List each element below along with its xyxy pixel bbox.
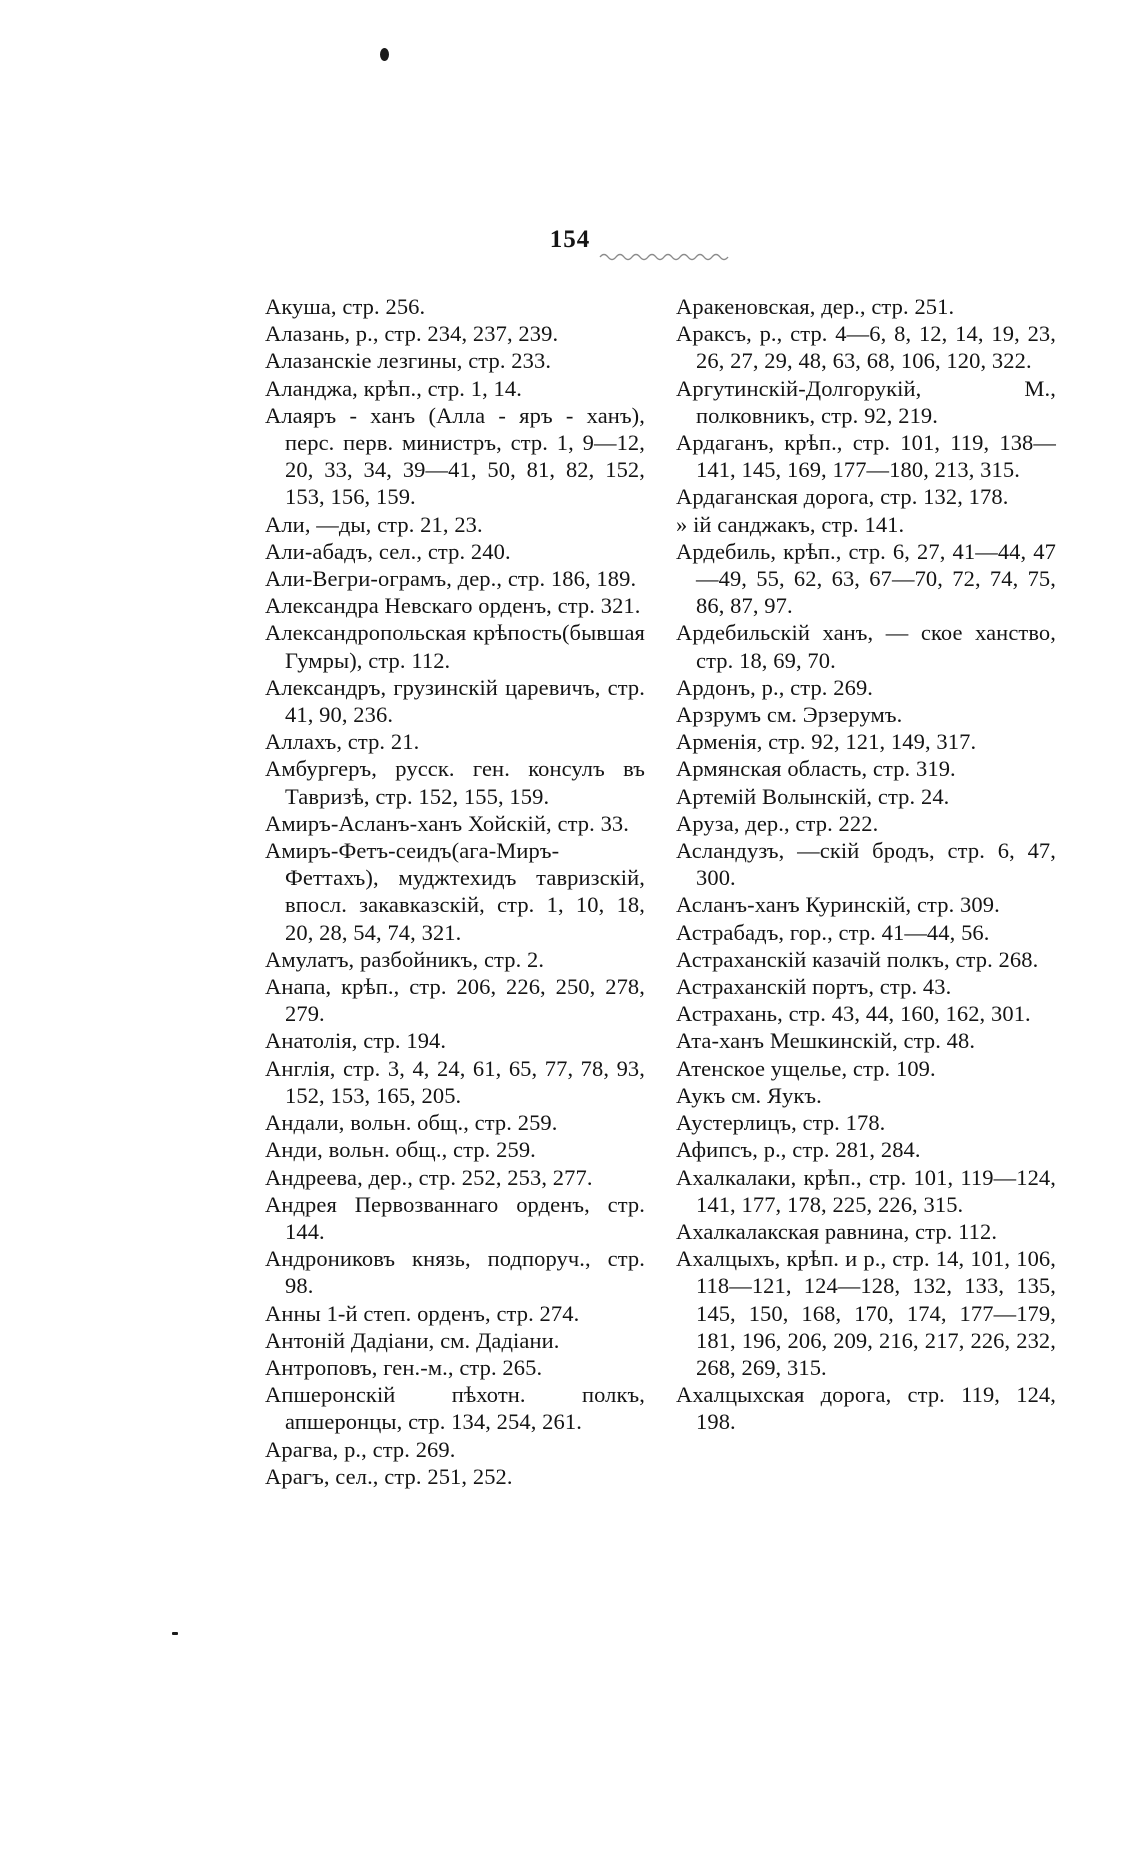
index-entry: Анны 1-й степ. орденъ, стр. 274.: [265, 1300, 580, 1326]
index-entry: Акуша, стр. 256.: [265, 294, 426, 319]
index-entry: Аланджа, крѣп., стр. 1, 14.: [265, 375, 522, 401]
index-entry: Ардебильскій ханъ, — ское ханство, стр. 18, 69, 70.: [676, 620, 1056, 673]
index-entry: Антроповъ, ген.-м., стр. 265.: [265, 1354, 543, 1380]
index-entry: Антоній Дадіани, см. Дадіани.: [265, 1327, 560, 1353]
index-entry: Арзрумъ см. Эрзерумъ.: [676, 702, 903, 728]
index-entry: Аракеновская, дер., стр. 251.: [676, 294, 955, 319]
index-entry: Ахалцыхская дорога, стр. 119, 124, 198.: [676, 1382, 1056, 1435]
index-entry: Алазань, р., стр. 234, 237, 239.: [265, 321, 559, 347]
index-entry: Асландузъ, —скій бродъ, стр. 6, 47, 300.: [676, 838, 1056, 891]
index-entry: Ардаганская дорога, стр. 132, 178.: [676, 484, 1009, 510]
index-entry: Амиръ-Асланъ-ханъ Хойскій, стр. 33.: [265, 810, 630, 836]
index-entry: Александропольская крѣпость(бывшая Гумры), стр. 112.: [265, 620, 645, 673]
index-entry: Ардонъ, р., стр. 269.: [676, 674, 874, 700]
index-entry: Астраханскій казачій полкъ, стр. 268.: [676, 946, 1039, 972]
index-entry: Алазанскіе лезгины, стр. 233.: [265, 348, 552, 374]
index-entry: Али, —ды, стр. 21, 23.: [265, 511, 483, 537]
index-entry: Андреева, дер., стр. 252, 253, 277.: [265, 1164, 593, 1190]
index-entry: Атенское ущелье, стр. 109.: [676, 1055, 936, 1081]
index-entry: Армянская область, стр. 319.: [676, 756, 956, 782]
index-entry: Арагъ, сел., стр. 251, 252.: [265, 1463, 513, 1489]
index-entry: Англія, стр. 3, 4, 24, 61, 65, 77, 78, 93, 152, 153, 165, 205.: [265, 1055, 645, 1108]
index-entry: Аруза, дер., стр. 222.: [676, 810, 879, 836]
index-entry: Александра Невскаго орденъ, стр. 321.: [265, 593, 641, 619]
index-entry: Ардебиль, крѣп., стр. 6, 27, 41—44, 47—49, 55, 62, 63, 67—70, 72, 74, 75, 86, 87, 97.: [676, 538, 1056, 619]
index-entry: Аллахъ, стр. 21.: [265, 729, 420, 755]
ink-speck: [172, 1632, 178, 1635]
index-entry: Аукъ см. Яукъ.: [676, 1082, 822, 1108]
index-entry: Ардаганъ, крѣп., стр. 101, 119, 138—141, 145, 169, 177—180, 213, 315.: [676, 430, 1056, 483]
index-entry: Арагва, р., стр. 269.: [265, 1436, 456, 1462]
index-entry: Александръ, грузинскій царевичъ, стр. 41, 90, 236.: [265, 674, 645, 728]
index-entry: Астрахань, стр. 43, 44, 160, 162, 301.: [676, 1001, 1031, 1027]
ornament-divider: [598, 248, 734, 262]
index-entry: Араксъ, р., стр. 4—6, 8, 12, 14, 19, 23, 26, 27, 29, 48, 63, 68, 106, 120, 322.: [676, 321, 1056, 374]
index-entry: Ахалкалакская равнина, стр. 112.: [676, 1218, 998, 1244]
index-entry: Андали, вольн. общ., стр. 259.: [265, 1110, 558, 1136]
index-entry: Андрониковъ князь, подпоруч., стр. 98.: [265, 1246, 645, 1299]
index-entry: Артемій Волынскій, стр. 24.: [676, 783, 950, 809]
index-entry: Арменія, стр. 92, 121, 149, 317.: [676, 729, 977, 755]
index-entry: Ахалцыхъ, крѣп. и р., стр. 14, 101, 106, 118—121, 124—128, 132, 133, 135, 145, 150, 168, 170, 174, 177—179, 181, 196, 206, 209, 216, 217, 226, 232, 268, 269, 315.: [676, 1246, 1056, 1380]
index-entry: Астрабадъ, гор., стр. 41—44, 56.: [676, 919, 990, 945]
index-entry: Андрея Первозваннаго орденъ, стр. 144.: [265, 1191, 645, 1244]
index-entry: Амбургеръ, русск. ген. консулъ въ Тавризѣ, стр. 152, 155, 159.: [265, 756, 645, 809]
ink-speck: [380, 48, 389, 61]
index-entry: Ахалкалаки, крѣп., стр. 101, 119—124, 141, 177, 178, 225, 226, 315.: [676, 1164, 1056, 1217]
index-entry: Аустерлицъ, стр. 178.: [676, 1110, 886, 1136]
index-entry: Асланъ-ханъ Куринскій, стр. 309.: [676, 892, 1000, 918]
index-entry: Афипсъ, р., стр. 281, 284.: [676, 1137, 921, 1163]
index-entry: Анатолія, стр. 194.: [265, 1028, 447, 1054]
index-entry: » ій санджакъ, стр. 141.: [676, 511, 905, 537]
index-entry: Анди, вольн. общ., стр. 259.: [265, 1137, 536, 1163]
index-entry: Амулатъ, разбойникъ, стр. 2.: [265, 946, 545, 972]
index-entry: Астраханскій портъ, стр. 43.: [676, 974, 952, 1000]
index-column-left: [265, 293, 645, 1490]
index-entry: Анапа, крѣп., стр. 206, 226, 250, 278, 279.: [265, 974, 645, 1027]
index-entry: Али-Вегри-ограмъ, дер., стр. 186, 189.: [265, 566, 637, 592]
index-entry: Ата-ханъ Мешкинскій, стр. 48.: [676, 1028, 976, 1054]
index-column-right: [676, 293, 1056, 1436]
index-entry: Апшеронскій пѣхотн. полкъ, апшеронцы, стр. 134, 254, 261.: [265, 1382, 645, 1435]
index-entry: Аргутинскій-Долгорукій, М., полковникъ, стр. 92, 219.: [676, 375, 1056, 428]
index-entry: Али-абадъ, сел., стр. 240.: [265, 538, 511, 564]
page-number: 154: [549, 226, 591, 253]
index-entry: Алаяръ - ханъ (Алла - яръ - ханъ), перс. перв. министръ, стр. 1, 9—12, 20, 33, 34, 39—41, 50, 81, 82, 152, 153, 156, 159.: [265, 402, 645, 510]
index-entry: Амиръ-Фетъ-сеидъ(ага-Миръ-Феттахъ), муджтехидъ тавризскій, впосл. закавказскій, стр. 1, 10, 18, 20, 28, 54, 74, 321.: [265, 838, 645, 945]
